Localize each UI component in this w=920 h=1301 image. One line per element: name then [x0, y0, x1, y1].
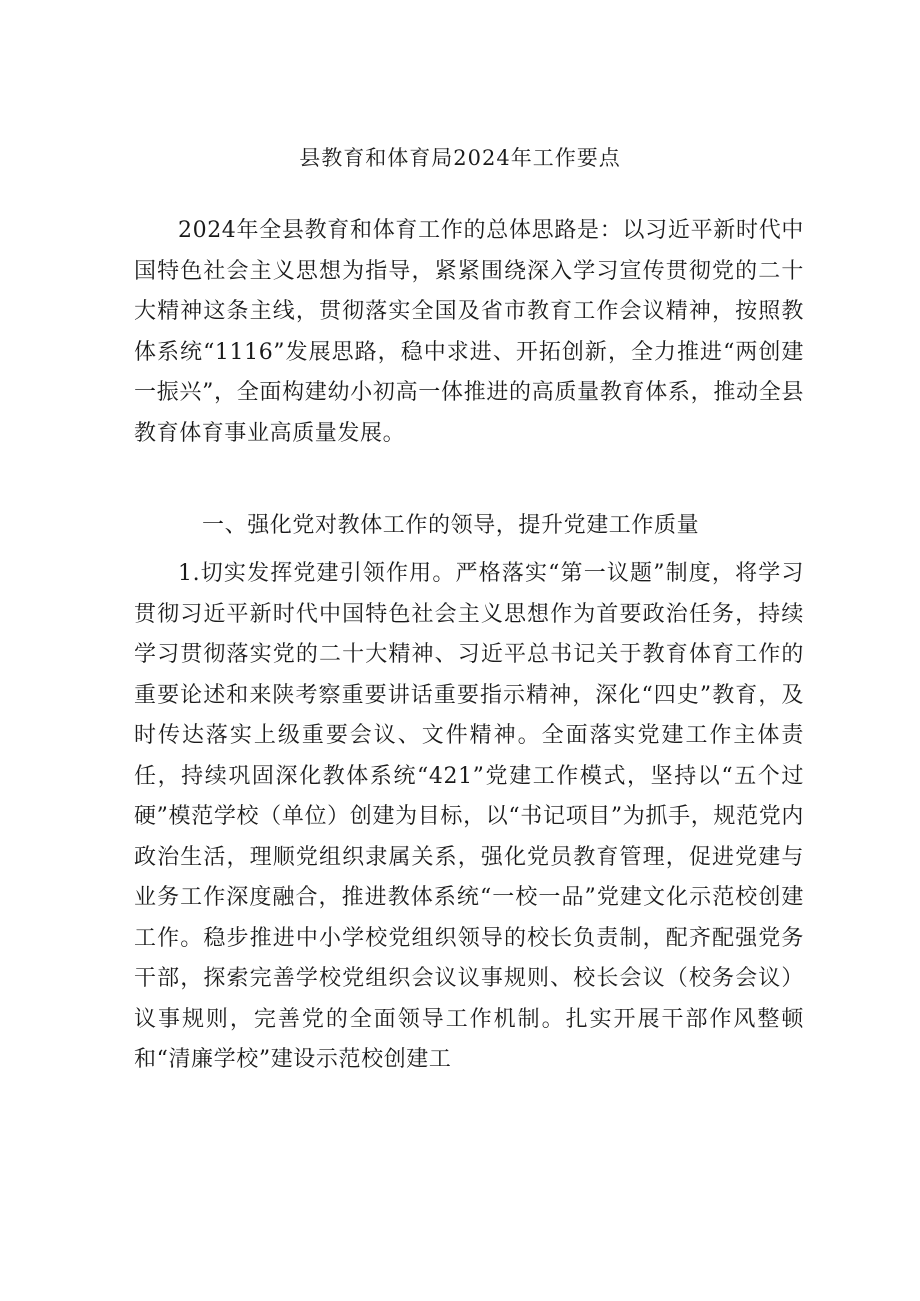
section-heading: 一、强化党对教体工作的领导，提升党建工作质量: [202, 513, 700, 538]
document-title: 县教育和体育局2024年工作要点: [299, 146, 621, 170]
section-paragraph: 1.切实发挥党建引领作用。严格落实“第一议题”制度，将学习贯彻习近平新时代中国特色社会主义思想作为首要政治任务，持续学习贯彻落实党的二十大精神、习近平总书记关于教育体育工作的重要论述和来陕考察重要讲话重要指示精神，深化“四史”教育，及时传达落实上级重要会议、文件精神。全面落实党建工作主体责任，持续巩固深化教体系统“421”党建工作模式，坚持以“五个过硬”模范学校（单位）创建为目标，以“书记项目”为抓手，规范党内政治生活，理顺党组织隶属关系，强化党员教育管理，促进党建与业务工作深度融合，推进教体系统“一校一品”党建文化示范校创建工作。稳步推进中小学校党组织领导的校长负责制，配齐配强党务干部，探索完善学校党组织会议议事规则、校长会议（校务会议）议事规则，完善党的全面领导工作机制。扎实开展干部作风整顿和“清廉学校”建设示范校创建工: [134, 561, 804, 1072]
intro-paragraph: 2024年全县教育和体育工作的总体思路是：以习近平新时代中国特色社会主义思想为指导，紧紧围绕深入学习宣传贯彻党的二十大精神这条主线，贯彻落实全国及省市教育工作会议精神，按照教体系统“1116”发展思路，稳中求进、开拓创新，全力推进“两创建一振兴”，全面构建幼小初高一体推进的高质量教育体系，推动全县教育体育事业高质量发展。: [134, 218, 804, 446]
